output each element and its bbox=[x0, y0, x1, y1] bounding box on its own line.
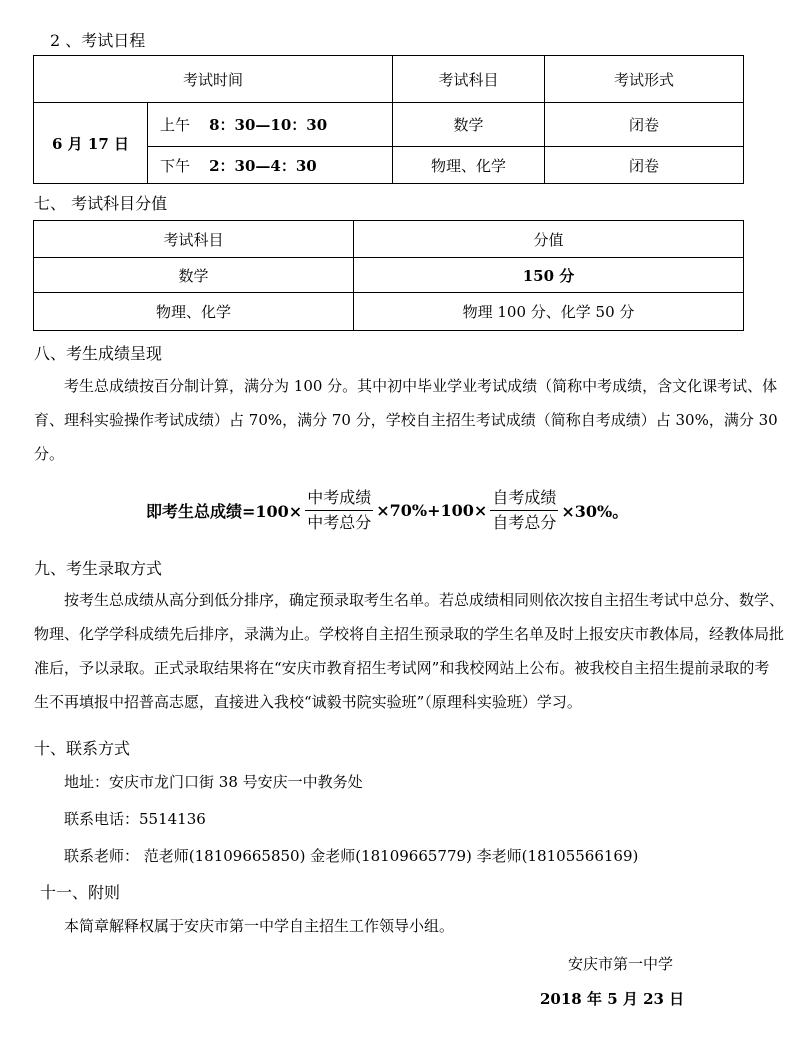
section2-heading: 2 、考试日程 bbox=[50, 31, 146, 50]
table-header-row bbox=[34, 221, 744, 258]
fraction-numerator: 中考成绩 bbox=[305, 487, 373, 511]
format-cell: 闭卷 bbox=[545, 103, 744, 147]
time-slot bbox=[148, 147, 393, 184]
table-row bbox=[34, 258, 744, 293]
fraction-zikao bbox=[490, 487, 558, 534]
table-header-row bbox=[34, 56, 744, 103]
time-slot bbox=[148, 103, 393, 147]
subject-cell: 物理、化学 bbox=[393, 147, 545, 184]
exam-schedule-table bbox=[33, 55, 744, 184]
period-label: 上午 bbox=[160, 116, 191, 134]
section9-heading: 九、考生录取方式 bbox=[34, 559, 163, 578]
signature-date: 2018 年 5 月 23 日 bbox=[540, 990, 685, 1008]
section7-heading: 七、 考试科目分值 bbox=[34, 194, 168, 213]
fraction-denominator: 自考总分 bbox=[492, 513, 557, 532]
time-range: 8：30—10：30 bbox=[209, 116, 328, 134]
formula-middle: ×70%+100× bbox=[376, 501, 488, 520]
section8-paragraph: 考生总成绩按百分制计算，满分为 100 分。其中初中毕业学业考试成绩（简称中考成绩，含文化课考试、体育、理科实验操作考试成绩）占 70%，满分 70 分，学校自主招生考试成绩（简称自考成绩）占 30%，满分 30 分。 bbox=[34, 377, 778, 463]
header-exam-time: 考试时间 bbox=[34, 56, 393, 103]
contact-address: 地址：安庆市龙门口街 38 号安庆一中教务处 bbox=[64, 773, 363, 791]
section11-text: 本简章解释权属于安庆市第一中学自主招生工作领导小组。 bbox=[64, 917, 455, 935]
score-formula bbox=[146, 487, 628, 534]
header-subject: 考试科目 bbox=[34, 221, 354, 258]
header-exam-subject: 考试科目 bbox=[393, 56, 545, 103]
formula-prefix: 即考生总成绩=100× bbox=[146, 502, 303, 521]
table-row bbox=[34, 293, 744, 331]
section10-heading: 十、联系方式 bbox=[34, 739, 131, 758]
section8-heading: 八、考生成绩呈现 bbox=[34, 344, 163, 363]
score-cell: 150 分 bbox=[354, 258, 744, 293]
fraction-numerator: 自考成绩 bbox=[490, 487, 558, 511]
score-cell: 物理 100 分、化学 50 分 bbox=[354, 293, 744, 331]
table-row bbox=[34, 103, 744, 147]
section9-paragraph: 按考生总成绩从高分到低分排序，确定预录取考生名单。若总成绩相同则依次按自主招生考试中总分、数学、物理、化学学科成绩先后排序，录满为止。学校将自主招生预录取的学生名单及时上报安庆市教体局，经教体局批准后，予以录取。正式录取结果将在“安庆市教育招生考试网”和我校网站上公布。被我校自主招生提前录取的考生不再填报中招普高志愿，直接进入我校“诚毅书院实验班”（原理科实验班）学习。 bbox=[34, 591, 785, 711]
header-exam-format: 考试形式 bbox=[545, 56, 744, 103]
subject-cell: 数学 bbox=[393, 103, 545, 147]
exam-date: 6 月 17 日 bbox=[34, 103, 148, 184]
subject-cell: 数学 bbox=[34, 258, 354, 293]
format-cell: 闭卷 bbox=[545, 147, 744, 184]
period-label: 下午 bbox=[160, 156, 191, 175]
contact-phone: 联系电话：5514136 bbox=[64, 810, 206, 828]
formula-suffix: ×30%。 bbox=[561, 502, 629, 521]
subject-cell: 物理、化学 bbox=[34, 293, 354, 331]
time-range: 2：30—4：30 bbox=[209, 156, 317, 175]
header-score: 分值 bbox=[354, 221, 744, 258]
score-table bbox=[33, 220, 744, 331]
signature-school: 安庆市第一中学 bbox=[568, 955, 674, 973]
fraction-denominator: 中考总分 bbox=[307, 513, 372, 532]
section11-heading: 十一、附则 bbox=[40, 883, 121, 902]
fraction-zhongkao bbox=[305, 487, 373, 534]
contact-teachers: 联系老师： 范老师(18109665850) 金老师(18109665779) 李老师(18105566169) bbox=[64, 847, 639, 865]
